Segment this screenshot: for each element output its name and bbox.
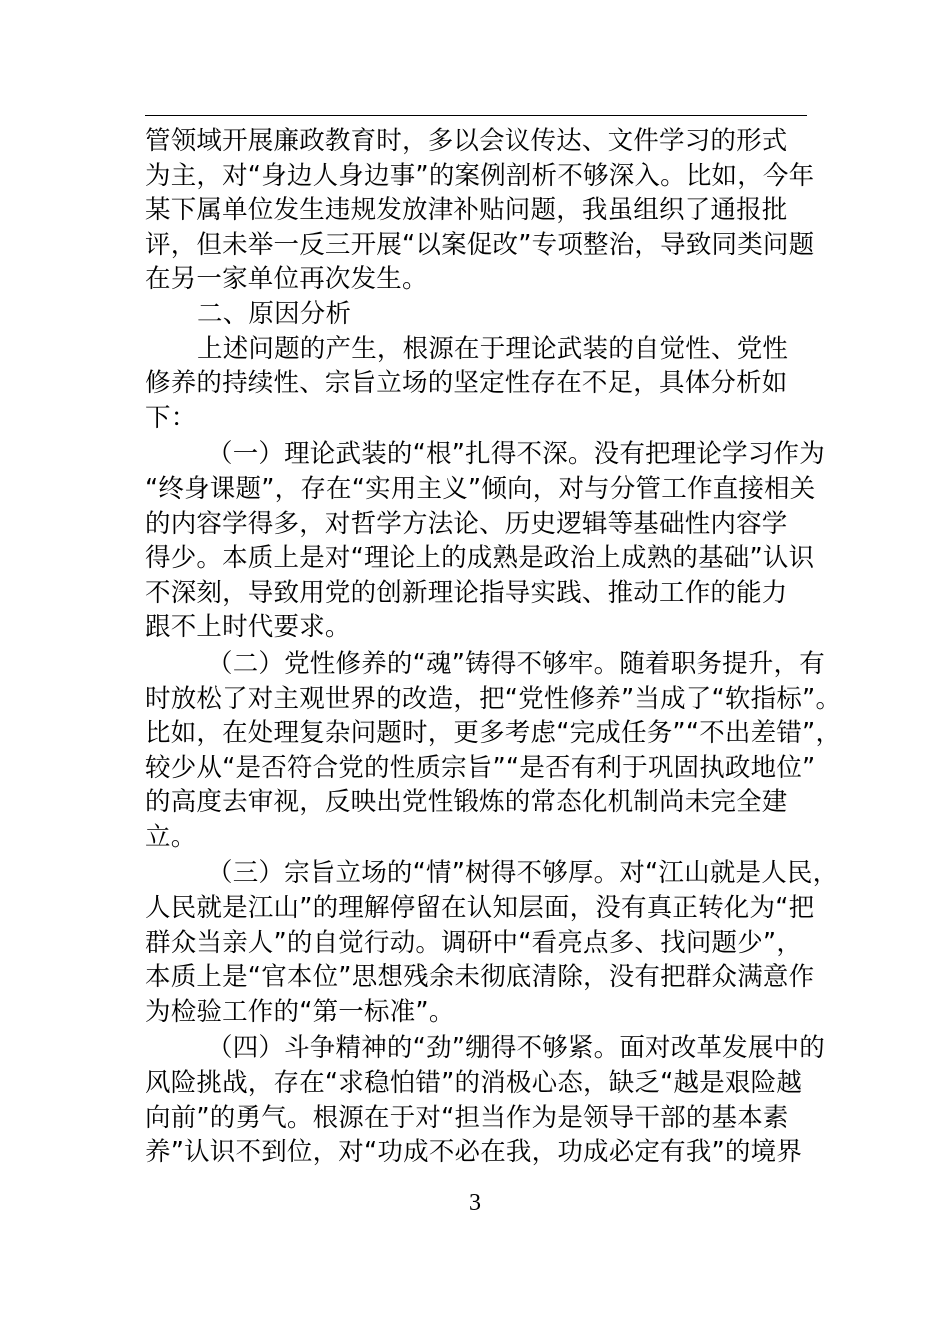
paragraph-line: 在另一家单位再次发生。 bbox=[145, 264, 428, 295]
paragraph-line: 为检验工作的“第一标准”。 bbox=[145, 996, 455, 1027]
paragraph-line: 养”认识不到位，对“功成不必在我，功成必定有我”的境界 bbox=[145, 1137, 803, 1168]
paragraph-line: 时放松了对主观世界的改造，把“党性修养”当成了“软指标”。 bbox=[145, 683, 842, 714]
paragraph-line: 得少。本质上是对“理论上的成熟是政治上成熟的基础”认识 bbox=[145, 543, 815, 574]
subsection-line: （一）理论武装的“根”扎得不深。没有把理论学习作为 bbox=[207, 439, 825, 470]
paragraph-line: 某下属单位发生违规发放津补贴问题，我虽组织了通报批 bbox=[145, 195, 788, 226]
section-heading: 二、原因分析 bbox=[197, 298, 352, 329]
subsection-line: （三）宗旨立场的“情”树得不够厚。对“江山就是人民， bbox=[207, 858, 839, 889]
paragraph-line: 为主，对“身边人身边事”的案例剖析不够深入。比如，今年 bbox=[145, 160, 815, 191]
paragraph-line: 上述问题的产生，根源在于理论武装的自觉性、党性 bbox=[197, 333, 789, 364]
paragraph-line: 人民就是江山”的理解停留在认知层面，没有真正转化为“把 bbox=[145, 893, 815, 924]
paragraph-line: 管领域开展廉政教育时，多以会议传达、文件学习的形式 bbox=[145, 126, 788, 156]
page-number: 3 bbox=[469, 1190, 481, 1216]
paragraph-line: 修养的持续性、宗旨立场的坚定性存在不足，具体分析如 bbox=[145, 368, 788, 399]
paragraph-line: 的内容学得多，对哲学方法论、历史逻辑等基础性内容学 bbox=[145, 508, 788, 539]
document-body bbox=[145, 124, 842, 1170]
subsection-line: （四）斗争精神的“劲”绷得不够紧。面对改革发展中的 bbox=[207, 1033, 825, 1064]
paragraph-line: 的高度去审视，反映出党性锻炼的常态化机制尚未完全建 bbox=[145, 787, 788, 818]
paragraph-line: 向前”的勇气。根源在于对“担当作为是领导干部的基本素 bbox=[145, 1102, 789, 1133]
paragraph-line: 比如，在处理复杂问题时，更多考虑“完成任务”“不出差错”， bbox=[145, 718, 842, 749]
paragraph-line: 评，但未举一反三开展“以案促改”专项整治，导致同类问题 bbox=[145, 229, 815, 260]
paragraph-line: 群众当亲人”的自觉行动。调研中“看亮点多、找问题少”， bbox=[145, 927, 803, 958]
paragraph-line: 风险挑战，存在“求稳怕错”的消极心态，缺乏“越是艰险越 bbox=[145, 1068, 803, 1099]
subsection-line: （二）党性修养的“魂”铸得不够牢。随着职务提升，有 bbox=[207, 648, 825, 679]
header-rule bbox=[145, 115, 807, 116]
paragraph-line: 较少从“是否符合党的性质宗旨”“是否有利于巩固执政地位” bbox=[145, 752, 816, 783]
paragraph-line: 不深刻，导致用党的创新理论指导实践、推动工作的能力 bbox=[145, 577, 788, 608]
paragraph-line: “终身课题”，存在“实用主义”倾向，对与分管工作直接相关 bbox=[145, 473, 816, 504]
paragraph-line: 下： bbox=[145, 402, 197, 433]
paragraph-line: 跟不上时代要求。 bbox=[145, 612, 351, 643]
paragraph-line: 立。 bbox=[145, 821, 197, 852]
paragraph-line: 本质上是“官本位”思想残余未彻底清除，没有把群众满意作 bbox=[145, 962, 815, 993]
